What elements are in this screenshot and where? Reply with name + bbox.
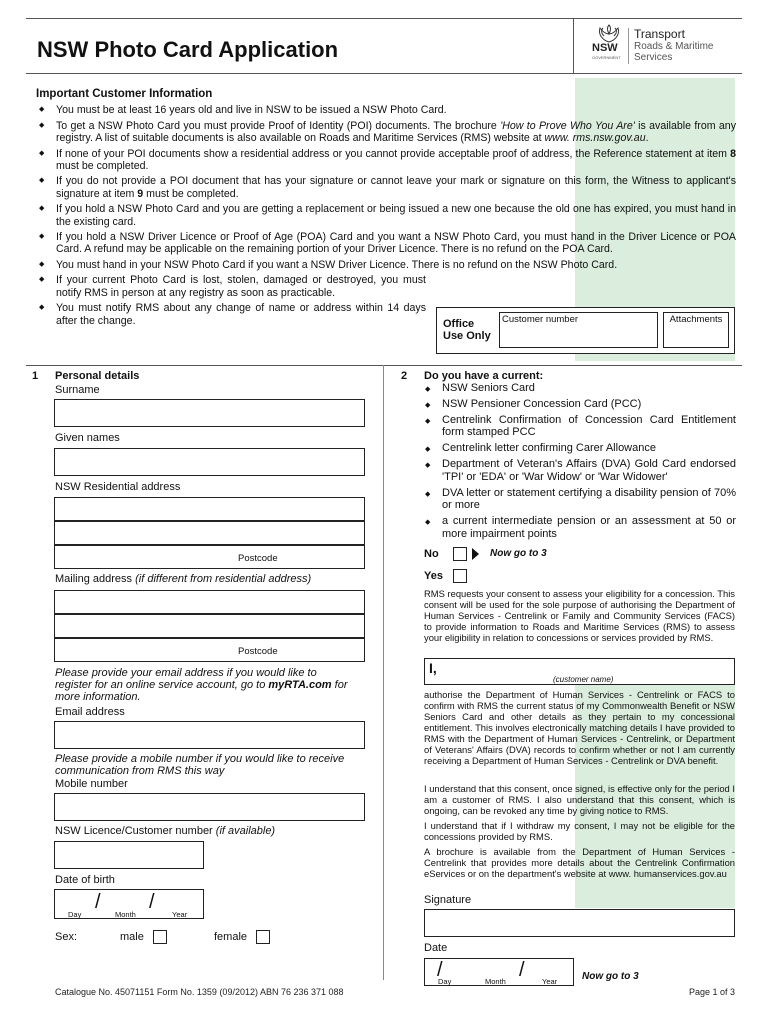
- info-item: ◆ You must be at least 16 years old and live in NSW to be issued a NSW Photo Card.: [36, 104, 736, 116]
- signature-label: Signature: [424, 894, 472, 906]
- logo-nsw: NSW: [592, 42, 618, 54]
- female-label: female: [214, 931, 248, 943]
- residential-address-line-1[interactable]: [54, 497, 365, 521]
- section-divider: [26, 365, 742, 366]
- dob-day-label: Day: [68, 910, 82, 919]
- no-go-to-3: Now go to 3: [490, 548, 547, 559]
- section-1-title: Personal details: [55, 370, 140, 382]
- customer-name-input[interactable]: [424, 658, 735, 685]
- header-rule-top: [26, 18, 742, 19]
- concession-item: ◆ NSW Pensioner Concession Card (PCC): [424, 398, 736, 410]
- mailing-address-label: Mailing address (if different from residential address): [55, 573, 312, 585]
- mobile-note: Please provide a mobile number if you would like to receive communication from RMS this way: [55, 753, 345, 777]
- consent-paragraph: RMS requests your consent to assess your eligibility for a concession. This consent will be used for the sole purpose of authorising the Department of Human Services - Centrelink or Family and Community Services (FACS) to provide information to Roads and Maritime Services (RMS) to assess your eligibility in relation to concessions or services provided by RMS.: [424, 588, 735, 643]
- header-rule-vertical: [573, 18, 574, 73]
- info-item: ◆ If your current Photo Card is lost, stolen, damaged or destroyed, you must notify RMS in person at any registry as soon as practicable.: [36, 274, 426, 299]
- logo-divider: [628, 28, 629, 64]
- surname-input[interactable]: [54, 399, 365, 427]
- footer-page: Page 1 of 3: [689, 987, 736, 997]
- consent-month-label: Month: [485, 977, 506, 986]
- logo-line-1: Transport: [634, 27, 685, 41]
- arrow-right-icon: [472, 548, 479, 560]
- info-item: ◆ If you hold a NSW Driver Licence or Proof of Age (POA) Card and you want a NSW Photo Card, you must hand in the Driver Licence or POA Card. A refund may be applicable on the remaining portion of your Driver Licence. There is no refund on the POA Card.: [36, 231, 736, 256]
- logo-line-3: Services: [634, 52, 673, 63]
- info-item: ◆ To get a NSW Photo Card you must provide Proof of Identity (POI) documents. The brochure 'How to Prove Who You Are' is available from any registry. A list of suitable documents is also available on Roads and Maritime Services (RMS) website at www. rms.nsw.gov.au.: [36, 120, 736, 145]
- residential-address-line-2[interactable]: [54, 521, 365, 545]
- concession-item: ◆ Department of Veteran's Affairs (DVA) Gold Card endorsed 'TPI' or 'EDA' or 'War Widow' or 'War Widower': [424, 458, 736, 483]
- dob-month-label: Month: [115, 910, 136, 919]
- section-2-number: 2: [401, 370, 408, 382]
- no-checkbox[interactable]: [453, 547, 467, 561]
- email-label: Email address: [55, 706, 125, 718]
- licence-label: NSW Licence/Customer number (if available): [55, 825, 276, 837]
- concession-item: ◆ Centrelink Confirmation of Concession Card Entitlement form stamped PCC: [424, 414, 736, 439]
- info-item: ◆ You must hand in your NSW Photo Card if you want a NSW Driver Licence. There is no refund on the NSW Photo Card.: [36, 259, 736, 271]
- mailing-address-line-3[interactable]: [54, 638, 365, 662]
- concession-item: ◆ NSW Seniors Card: [424, 382, 736, 394]
- mailing-address-line-2[interactable]: [54, 614, 365, 638]
- info-item: ◆ If you hold a NSW Photo Card and you are getting a replacement or being issued a new one because the old one has expired, you must hand in the existing card.: [36, 203, 736, 228]
- female-checkbox[interactable]: [256, 930, 270, 944]
- logo-government: GOVERNMENT: [592, 55, 621, 60]
- footer-catalogue: Catalogue No. 45071151 Form No. 1359 (09/2012) ABN 76 236 371 088: [55, 987, 344, 997]
- understand-paragraph-1: I understand that this consent, once signed, is effective only for the period I am a customer of RMS. I also understand that this consent, which is ongoing, can be revoked any time by giving notice to RMS.: [424, 783, 735, 816]
- authorise-paragraph: authorise the Department of Human Services - Centrelink or FACS to confirm with RMS the current status of my Commonwealth Benefit or NSW Seniors Card and other details as they pertain to my concessional entitlement. This involves electronically matching details I have provided to RMS with the Department of Human Services - Centrelink, or Department of Veterans' Affairs (DVA) records to confirm whether or not I am currently receiving a Department of Human Services - Centrelink or DVA benefit.: [424, 689, 735, 766]
- sex-label: Sex:: [55, 931, 78, 943]
- mobile-label: Mobile number: [55, 778, 128, 790]
- section-1-number: 1: [32, 370, 39, 382]
- male-checkbox[interactable]: [153, 930, 167, 944]
- transport-logo: [590, 24, 740, 68]
- understand-paragraph-2: I understand that if I withdraw my consent, I may not be eligible for the concessions provided by RMS.: [424, 820, 735, 842]
- customer-number-field: Customer number: [499, 312, 658, 348]
- yes-label: Yes: [424, 570, 443, 582]
- brochure-paragraph: A brochure is available from the Department of Human Services - Centrelink that provides more details about the Centrelink Confirmation eServices or on the department's website at www. humanservices.gov.au: [424, 846, 735, 879]
- residential-postcode-label: Postcode: [238, 553, 278, 564]
- mobile-input[interactable]: [54, 793, 365, 821]
- residential-address-line-3[interactable]: [54, 545, 365, 569]
- info-item: ◆ You must notify RMS about any change of name or address within 14 days after the change.: [36, 302, 426, 327]
- info-list: [36, 104, 736, 327]
- dob-label: Date of birth: [55, 874, 115, 886]
- surname-label: Surname: [55, 384, 100, 396]
- consent-go-to-3: Now go to 3: [582, 971, 639, 982]
- consent-year-label: Year: [542, 977, 558, 986]
- yes-checkbox[interactable]: [453, 569, 467, 583]
- info-heading: Important Customer Information: [36, 88, 213, 100]
- no-label: No: [424, 548, 439, 560]
- licence-input[interactable]: [54, 841, 204, 869]
- concession-item: ◆ DVA letter or statement certifying a disability pension of 70% or more: [424, 487, 736, 512]
- dob-year-label: Year: [172, 910, 188, 919]
- i-label: I,: [429, 660, 437, 676]
- attachments-field: Attachments: [663, 312, 729, 348]
- date-label: Date: [424, 942, 448, 954]
- consent-day-label: Day: [438, 977, 452, 986]
- concession-list: [424, 382, 736, 544]
- customer-name-label: (customer name): [553, 675, 614, 684]
- residential-address-label: NSW Residential address: [55, 481, 181, 493]
- info-item: ◆ If you do not provide a POI document that has your signature or cannot leave your mark or signature on this form, the Witness to applicant's signature at item 9 must be completed.: [36, 175, 736, 200]
- email-note: Please provide your email address if you would like to register for an online service account, go to myRTA.com for more information.: [55, 667, 348, 703]
- concession-item: ◆ Centrelink letter confirming Carer Allowance: [424, 442, 736, 454]
- header-rule-bottom: [26, 73, 742, 74]
- dob-input[interactable]: / / Day Month Year: [54, 889, 204, 919]
- office-use-only: [436, 307, 735, 354]
- info-item: ◆ If none of your POI documents show a residential address or you cannot provide acceptable proof of address, the Reference statement at item 8 must be completed.: [36, 148, 736, 173]
- waratah-icon: [594, 24, 624, 44]
- given-names-input[interactable]: [54, 448, 365, 476]
- mailing-address-line-1[interactable]: [54, 590, 365, 614]
- column-separator: [383, 365, 384, 980]
- mailing-postcode-label: Postcode: [238, 646, 278, 657]
- consent-date-input[interactable]: / / Day Month Year: [424, 958, 574, 986]
- section-2-title: Do you have a current:: [424, 370, 544, 382]
- office-label: Office Use Only: [443, 318, 491, 342]
- email-input[interactable]: [54, 721, 365, 749]
- concession-item: ◆ a current intermediate pension or an assessment at 50 or more impairment points: [424, 515, 736, 540]
- logo-line-2: Roads & Maritime: [634, 41, 714, 52]
- signature-input[interactable]: [424, 909, 735, 937]
- page-title: NSW Photo Card Application: [37, 37, 339, 62]
- male-label: male: [120, 931, 144, 943]
- important-info: [36, 88, 736, 330]
- given-names-label: Given names: [55, 432, 120, 444]
